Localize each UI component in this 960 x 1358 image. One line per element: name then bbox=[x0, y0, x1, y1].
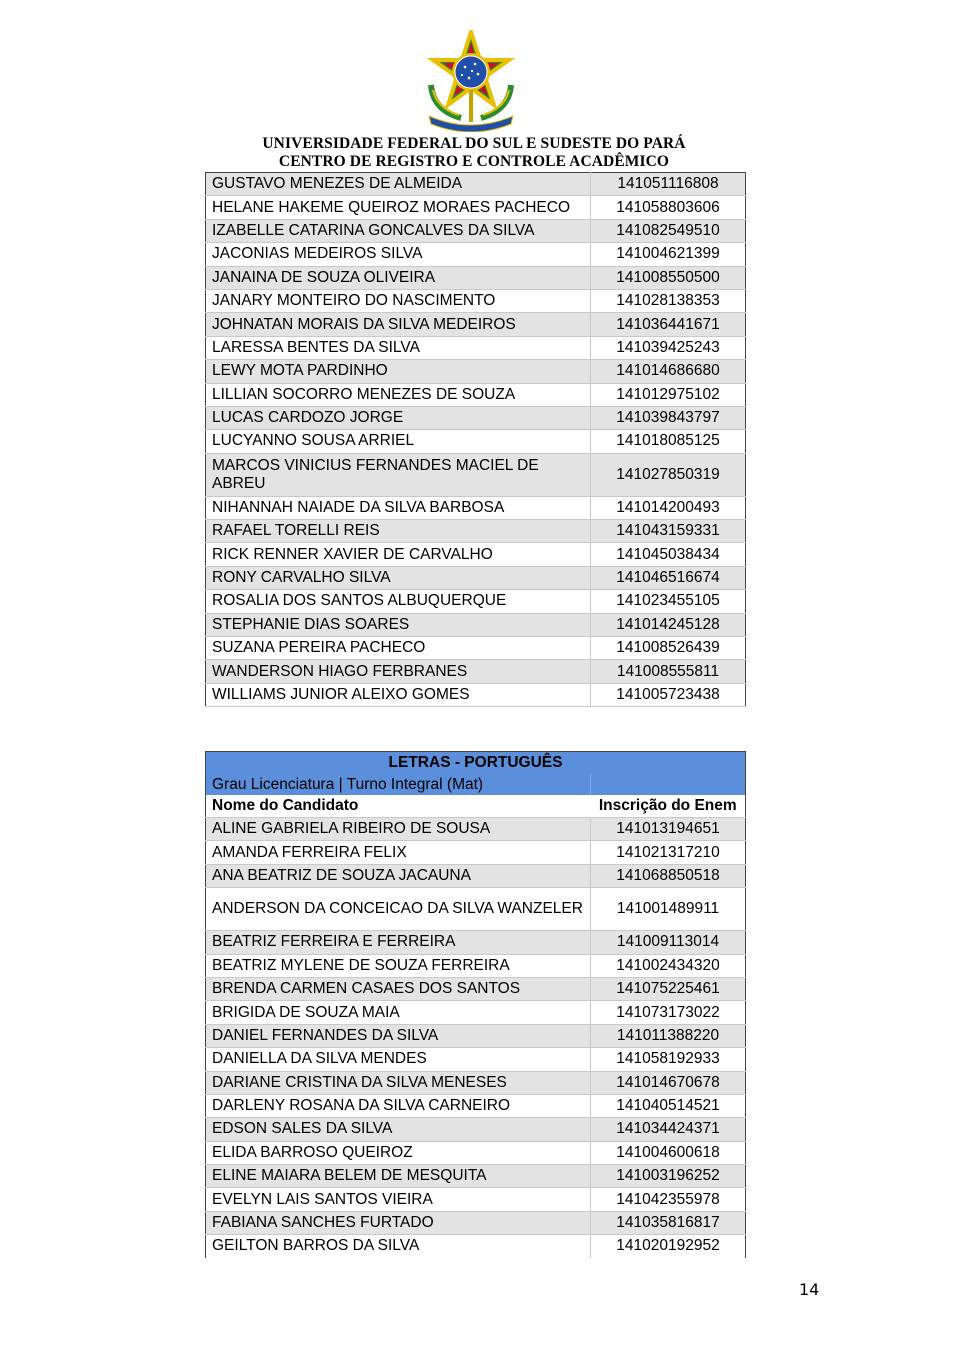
table-row bbox=[206, 1188, 746, 1211]
table-row bbox=[206, 841, 746, 864]
enem-registration: 141073173022 bbox=[591, 1001, 746, 1024]
enem-registration: 141036441671 bbox=[591, 313, 746, 336]
candidate-name: LUCYANNO SOUSA ARRIEL bbox=[206, 430, 591, 453]
candidate-name: DARIANE CRISTINA DA SILVA MENESES bbox=[206, 1071, 591, 1094]
table-row bbox=[206, 864, 746, 887]
table-row bbox=[206, 888, 746, 931]
course-title-row bbox=[206, 752, 746, 775]
table-row bbox=[206, 196, 746, 219]
table-row bbox=[206, 520, 746, 543]
candidate-name: RAFAEL TORELLI REIS bbox=[206, 520, 591, 543]
enem-registration: 141051116808 bbox=[591, 173, 746, 196]
university-name: UNIVERSIDADE FEDERAL DO SUL E SUDESTE DO PARÁ bbox=[262, 135, 686, 152]
table-row bbox=[206, 818, 746, 841]
candidate-name: EDSON SALES DA SILVA bbox=[206, 1118, 591, 1141]
candidate-name: BEATRIZ MYLENE DE SOUZA FERREIRA bbox=[206, 954, 591, 977]
enem-registration: 141008550500 bbox=[591, 266, 746, 289]
course-subtitle: Grau Licenciatura | Turno Integral (Mat) bbox=[206, 774, 591, 795]
table-row bbox=[206, 219, 746, 242]
candidate-name: LEWY MOTA PARDINHO bbox=[206, 360, 591, 383]
candidate-name: JOHNATAN MORAIS DA SILVA MEDEIROS bbox=[206, 313, 591, 336]
table-row bbox=[206, 1235, 746, 1258]
enem-registration: 141075225461 bbox=[591, 977, 746, 1000]
table-row bbox=[206, 496, 746, 519]
table-row bbox=[206, 1141, 746, 1164]
enem-registration: 141043159331 bbox=[591, 520, 746, 543]
enem-registration: 141028138353 bbox=[591, 289, 746, 312]
candidate-name: WANDERSON HIAGO FERBRANES bbox=[206, 660, 591, 683]
enem-registration: 141014686680 bbox=[591, 360, 746, 383]
brazil-coat-of-arms-icon bbox=[421, 30, 521, 132]
table-row bbox=[206, 613, 746, 636]
column-header-name: Nome do Candidato bbox=[206, 795, 591, 818]
enem-registration: 141018085125 bbox=[591, 430, 746, 453]
table-row bbox=[206, 566, 746, 589]
letras-portugues-table bbox=[205, 751, 746, 1258]
candidate-name: STEPHANIE DIAS SOARES bbox=[206, 613, 591, 636]
candidates-table-continued bbox=[205, 172, 746, 707]
enem-registration: 141058192933 bbox=[591, 1048, 746, 1071]
table-row bbox=[206, 453, 746, 496]
table-row bbox=[206, 406, 746, 429]
candidate-name: ALINE GABRIELA RIBEIRO DE SOUSA bbox=[206, 818, 591, 841]
table-row bbox=[206, 543, 746, 566]
table-row bbox=[206, 1094, 746, 1117]
enem-registration: 141011388220 bbox=[591, 1024, 746, 1047]
table-row bbox=[206, 243, 746, 266]
enem-registration: 141003196252 bbox=[591, 1165, 746, 1188]
candidate-name: DARLENY ROSANA DA SILVA CARNEIRO bbox=[206, 1094, 591, 1117]
candidate-name: SUZANA PEREIRA PACHECO bbox=[206, 637, 591, 660]
candidate-name: BEATRIZ FERREIRA E FERREIRA bbox=[206, 931, 591, 954]
enem-registration: 141027850319 bbox=[591, 453, 746, 496]
enem-registration: 141009113014 bbox=[591, 931, 746, 954]
candidate-name: WILLIAMS JUNIOR ALEIXO GOMES bbox=[206, 683, 591, 706]
candidate-name: ELINE MAIARA BELEM DE MESQUITA bbox=[206, 1165, 591, 1188]
enem-registration: 141034424371 bbox=[591, 1118, 746, 1141]
candidate-name: ELIDA BARROSO QUEIROZ bbox=[206, 1141, 591, 1164]
enem-registration: 141021317210 bbox=[591, 841, 746, 864]
column-header-id: Inscrição do Enem bbox=[591, 795, 746, 818]
candidate-name: HELANE HAKEME QUEIROZ MORAES PACHECO bbox=[206, 196, 591, 219]
enem-registration: 141014200493 bbox=[591, 496, 746, 519]
candidate-name: ANA BEATRIZ DE SOUZA JACAUNA bbox=[206, 864, 591, 887]
table-row bbox=[206, 173, 746, 196]
candidate-name: NIHANNAH NAIADE DA SILVA BARBOSA bbox=[206, 496, 591, 519]
table-row bbox=[206, 313, 746, 336]
enem-registration: 141068850518 bbox=[591, 864, 746, 887]
candidate-name: EVELYN LAIS SANTOS VIEIRA bbox=[206, 1188, 591, 1211]
table-row bbox=[206, 336, 746, 359]
candidate-name: JACONIAS MEDEIROS SILVA bbox=[206, 243, 591, 266]
table-row bbox=[206, 977, 746, 1000]
enem-registration: 141042355978 bbox=[591, 1188, 746, 1211]
column-header-row bbox=[206, 795, 746, 818]
table-row bbox=[206, 289, 746, 312]
candidate-name: RICK RENNER XAVIER DE CARVALHO bbox=[206, 543, 591, 566]
table-row bbox=[206, 660, 746, 683]
candidate-name: BRIGIDA DE SOUZA MAIA bbox=[206, 1001, 591, 1024]
enem-registration: 141014245128 bbox=[591, 613, 746, 636]
enem-registration: 141045038434 bbox=[591, 543, 746, 566]
table-row bbox=[206, 931, 746, 954]
enem-registration: 141040514521 bbox=[591, 1094, 746, 1117]
enem-registration: 141082549510 bbox=[591, 219, 746, 242]
enem-registration: 141001489911 bbox=[591, 888, 746, 931]
candidate-name: AMANDA FERREIRA FELIX bbox=[206, 841, 591, 864]
candidate-name: MARCOS VINICIUS FERNANDES MACIEL DE ABREU bbox=[206, 453, 591, 496]
candidate-name: RONY CARVALHO SILVA bbox=[206, 566, 591, 589]
candidate-name: LILLIAN SOCORRO MENEZES DE SOUZA bbox=[206, 383, 591, 406]
candidate-name: GEILTON BARROS DA SILVA bbox=[212, 1237, 420, 1255]
enem-registration: 141013194651 bbox=[591, 818, 746, 841]
enem-registration: 141039425243 bbox=[591, 336, 746, 359]
table-row bbox=[206, 266, 746, 289]
table-row bbox=[206, 430, 746, 453]
enem-registration: 141008555811 bbox=[591, 660, 746, 683]
table-row bbox=[206, 1024, 746, 1047]
candidate-name: ANDERSON DA CONCEICAO DA SILVA WANZELER bbox=[206, 888, 591, 931]
enem-registration: 141023455105 bbox=[591, 590, 746, 613]
enem-registration: 141012975102 bbox=[591, 383, 746, 406]
course-title: LETRAS - PORTUGUÊS bbox=[206, 752, 746, 775]
table-row bbox=[206, 683, 746, 706]
candidate-name: JANARY MONTEIRO DO NASCIMENTO bbox=[206, 289, 591, 312]
candidate-name: DANIELLA DA SILVA MENDES bbox=[206, 1048, 591, 1071]
candidate-name: DANIEL FERNANDES DA SILVA bbox=[206, 1024, 591, 1047]
table-row bbox=[206, 1071, 746, 1094]
enem-registration: 141008526439 bbox=[591, 637, 746, 660]
candidate-name: LUCAS CARDOZO JORGE bbox=[206, 406, 591, 429]
table-row bbox=[206, 383, 746, 406]
table-row bbox=[206, 1118, 746, 1141]
page-number: 14 bbox=[799, 1280, 820, 1299]
enem-registration: 141058803606 bbox=[591, 196, 746, 219]
candidate-name: LARESSA BENTES DA SILVA bbox=[206, 336, 591, 359]
department-name: CENTRO DE REGISTRO E CONTROLE ACADÊMICO bbox=[278, 153, 670, 170]
candidate-name: FABIANA SANCHES FURTADO bbox=[206, 1211, 591, 1234]
enem-registration: 141046516674 bbox=[591, 566, 746, 589]
enem-registration: 141039843797 bbox=[591, 406, 746, 429]
table-row bbox=[206, 590, 746, 613]
candidate-name: BRENDA CARMEN CASAES DOS SANTOS bbox=[206, 977, 591, 1000]
enem-registration: 141005723438 bbox=[591, 683, 746, 706]
candidate-name: ROSALIA DOS SANTOS ALBUQUERQUE bbox=[206, 590, 591, 613]
table-row bbox=[206, 1211, 746, 1234]
table-row bbox=[206, 954, 746, 977]
enem-registration: 141014670678 bbox=[591, 1071, 746, 1094]
table-row bbox=[206, 360, 746, 383]
enem-registration: 141004600618 bbox=[591, 1141, 746, 1164]
table-row bbox=[206, 1048, 746, 1071]
enem-registration: 141020192952 bbox=[591, 1235, 746, 1258]
table-row bbox=[206, 1165, 746, 1188]
enem-registration: 141002434320 bbox=[591, 954, 746, 977]
candidate-name: GUSTAVO MENEZES DE ALMEIDA bbox=[206, 173, 591, 196]
candidate-name: IZABELLE CATARINA GONCALVES DA SILVA bbox=[206, 219, 591, 242]
table-row bbox=[206, 637, 746, 660]
table-row bbox=[206, 1001, 746, 1024]
course-subtitle-row bbox=[206, 774, 746, 795]
enem-registration: 141035816817 bbox=[591, 1211, 746, 1234]
enem-registration: 141004621399 bbox=[591, 243, 746, 266]
candidate-name: JANAINA DE SOUZA OLIVEIRA bbox=[206, 266, 591, 289]
